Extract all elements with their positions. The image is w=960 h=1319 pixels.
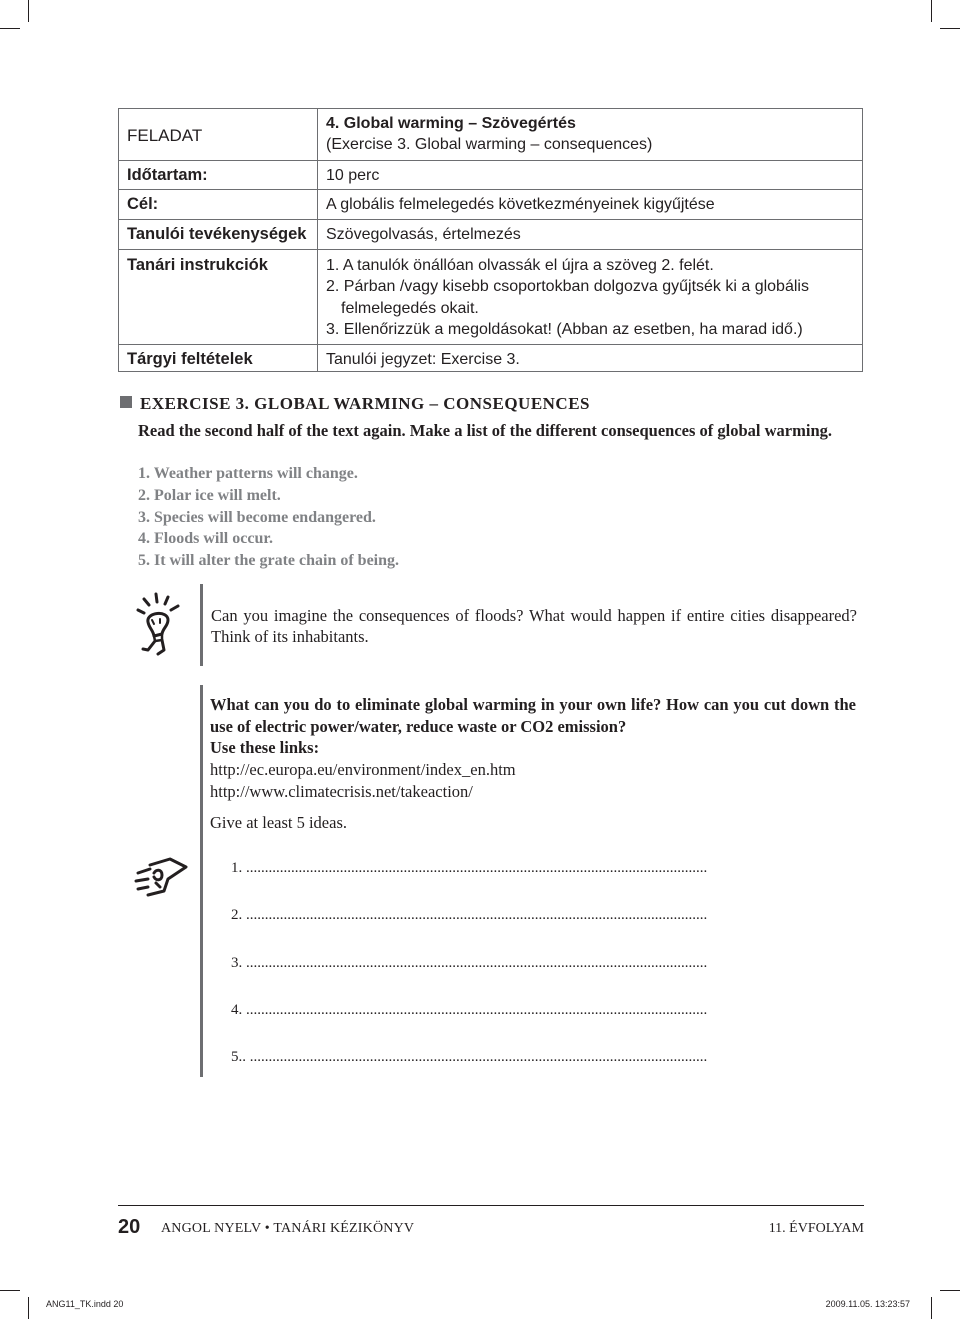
crop-mark <box>940 1290 960 1291</box>
crop-mark <box>940 28 960 29</box>
student-activities-value: Szövegolvasás, értelmezés <box>326 226 521 243</box>
page-number: 20 <box>118 1216 141 1238</box>
think-box-bar <box>200 584 203 666</box>
exercise-heading <box>120 394 590 414</box>
table-divider <box>119 249 862 250</box>
slug-file: ANG11_TK.indd 20 <box>46 1299 124 1309</box>
answer-item: 1. Weather patterns will change. <box>138 465 358 482</box>
table-divider <box>317 109 318 371</box>
instruction-line: felmelegedés okait. <box>341 300 479 317</box>
writing-task-bar <box>200 685 203 1077</box>
exercise-heading-text: EXERCISE 3. GLOBAL WARMING – CONSEQUENCES <box>140 394 590 413</box>
task-subtitle: (Exercise 3. Global warming – consequences) <box>326 136 653 153</box>
answer-blank-line[interactable]: 1. ........................................................................................................................... <box>231 860 708 876</box>
slug-timestamp: 2009.11.05. 13:23:57 <box>825 1299 910 1309</box>
table-divider <box>119 160 862 161</box>
footer-title: ANGOL NYELV • TANÁRI KÉZIKÖNYV <box>161 1221 415 1236</box>
answer-item: 3. Species will become endangered. <box>138 509 376 526</box>
task-title: 4. Global warming – Szövegértés <box>326 115 576 132</box>
answer-item: 4. Floods will occur. <box>138 530 273 547</box>
answer-blank-line[interactable]: 2. ........................................................................................................................... <box>231 907 708 923</box>
links-label: Use these links: <box>210 738 320 757</box>
row-label-goal: Cél: <box>127 195 159 213</box>
crop-mark <box>0 28 20 29</box>
pointing-hand-icon <box>134 855 188 903</box>
duration-value: 10 perc <box>326 167 380 184</box>
answer-item: 2. Polar ice will melt. <box>138 487 281 504</box>
square-bullet-icon <box>120 396 132 408</box>
goal-value: A globális felmelegedés következményeinek kigyűjtése <box>326 196 715 213</box>
task-table <box>118 108 863 372</box>
ideas-prompt: Give at least 5 ideas. <box>210 813 347 832</box>
crop-mark <box>931 0 932 22</box>
crop-mark <box>28 1297 29 1319</box>
writing-question: What can you do to eliminate global warming in your own life? How can you cut down the use of electric power/water, reduce waste or CO2 emission? <box>210 695 856 736</box>
answer-blank-line[interactable]: 3. ........................................................................................................................... <box>231 955 708 971</box>
footer-rule <box>118 1205 864 1206</box>
materials-value: Tanulói jegyzet: Exercise 3. <box>326 351 520 368</box>
resource-link[interactable]: http://www.climatecrisis.net/takeaction/ <box>210 782 473 801</box>
table-divider <box>119 219 862 220</box>
instruction-line: 3. Ellenőrizzük a megoldásokat! (Abban az esetben, ha marad idő.) <box>326 321 803 338</box>
row-label-student-activities: Tanulói tevékenységek <box>127 225 307 243</box>
answer-item: 5. It will alter the grate chain of being. <box>138 552 400 569</box>
answer-blank-line[interactable]: 5.. .......................................................................................................................... <box>231 1049 708 1065</box>
crop-mark <box>28 0 29 22</box>
resource-link[interactable]: http://ec.europa.eu/environment/index_en.htm <box>210 760 516 779</box>
table-divider <box>119 189 862 190</box>
crop-mark <box>931 1297 932 1319</box>
exercise-instruction: Read the second half of the text again. Make a list of the different consequences of global warming. <box>138 421 833 440</box>
row-label-teacher-instructions: Tanári instrukciók <box>127 256 268 274</box>
row-label-feladat: FELADAT <box>127 126 203 145</box>
instruction-line: 2. Párban /vagy kisebb csoportokban dolgozva gyűjtsék ki a globális <box>326 278 809 295</box>
lightbulb-icon <box>134 592 184 658</box>
crop-mark <box>0 1290 20 1291</box>
think-box-text: Can you imagine the consequences of floods? What would happen if entire cities disappeared? Think of its inhabitants. <box>211 606 857 646</box>
footer-grade: 11. ÉVFOLYAM <box>768 1221 864 1236</box>
answer-blank-line[interactable]: 4. ........................................................................................................................... <box>231 1002 708 1018</box>
row-label-duration: Időtartam: <box>127 166 208 184</box>
table-divider <box>119 344 862 345</box>
row-label-materials: Tárgyi feltételek <box>127 350 253 368</box>
instruction-line: 1. A tanulók önállóan olvassák el újra a szöveg 2. felét. <box>326 257 714 274</box>
